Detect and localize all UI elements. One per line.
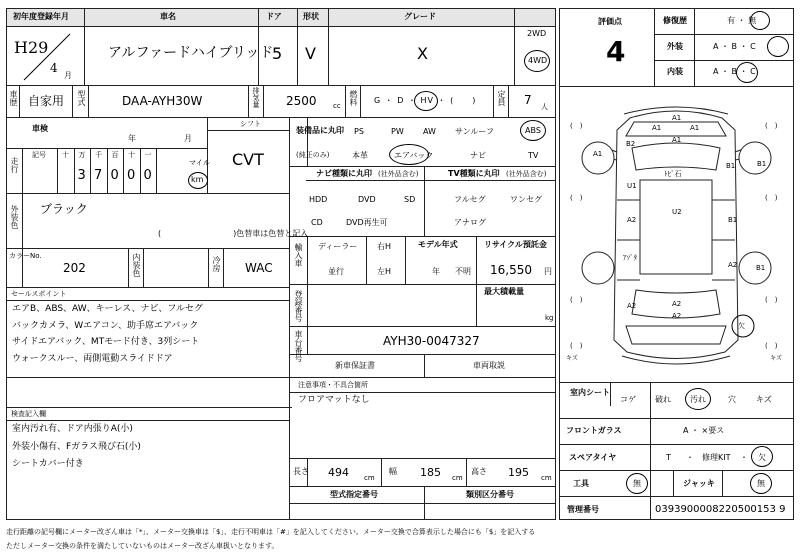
interior-label: 内装 — [667, 67, 683, 76]
repair-none-circle — [750, 11, 770, 30]
diagram-mark: ﾄﾋﾞ石 — [664, 170, 682, 178]
wheel-rear-right — [739, 252, 771, 284]
repair-options: 有 ・ 無 — [727, 16, 757, 25]
equip-ps: PS — [354, 127, 364, 136]
car-roof — [640, 180, 712, 274]
spare-option: 欠 — [758, 453, 766, 462]
exterior-options: A ・ B ・ C — [713, 42, 756, 51]
capacity-unit: 人 — [541, 103, 548, 111]
mileage-unit-label: 一 — [144, 151, 152, 159]
drive-2wd: 2WD — [527, 29, 547, 38]
reg-month: 4 — [50, 61, 58, 75]
color-note: ( )色替車は色替と記入 — [158, 229, 309, 238]
model-label: 車名 — [160, 12, 176, 21]
diagram-mark: A1 — [593, 150, 603, 158]
footer-line2: ただしメーター交換の条件を満たしていないものはメーター改ざん車扱いとなります。 — [6, 542, 279, 550]
category-designation: 類別区分番号 — [466, 490, 514, 499]
svg-text:( ): ( ) — [570, 342, 583, 350]
usage-value: 自家用 — [28, 94, 65, 108]
height-unit: cm — [541, 474, 552, 482]
doors-value: 5 — [272, 44, 283, 63]
svg-text:( ): ( ) — [765, 122, 778, 130]
capacity-value: 7 — [524, 93, 532, 107]
seat-option: キズ — [756, 395, 772, 404]
recycle-value: 16,550 — [490, 263, 532, 277]
chassis-label: 車台番号 — [294, 330, 303, 362]
grade-value: X — [417, 44, 428, 63]
displacement-value: 2500 — [286, 94, 317, 108]
recycle-label: リサイクル預託金 — [484, 240, 547, 249]
wheel-front-right — [739, 142, 771, 174]
tv-fullseg: フルセグ — [454, 195, 486, 204]
color-label: 外装色 — [10, 205, 19, 229]
mileage-unit-label: 十 — [62, 151, 69, 159]
tv-label: TV種類に丸印 — [448, 169, 500, 178]
mileage-unit-mile: マイル — [189, 159, 210, 167]
diagram-mark: A2 — [672, 312, 682, 320]
displacement-label: 排気量 — [252, 87, 260, 108]
diagram-mark: A1 — [672, 114, 682, 122]
seat-label: 室内シート — [570, 388, 610, 397]
navi-label: ナビ種類に丸印 — [316, 169, 372, 178]
import-right-h: 右H — [377, 242, 392, 251]
color-value: ブラック — [40, 202, 88, 216]
shift-value: CVT — [232, 150, 264, 169]
height-label: 高さ — [471, 467, 487, 476]
navi-dvd-play: DVD再生可 — [346, 218, 388, 227]
warranty: 新車保証書 — [335, 361, 375, 370]
interior-b-circle — [736, 62, 758, 83]
ac-value: WAC — [245, 261, 273, 275]
interior-color-label: 内装色 — [132, 253, 141, 277]
navi-sd: SD — [404, 195, 416, 204]
car-hood — [626, 122, 726, 136]
max-load-unit: kg — [545, 314, 554, 322]
diagram-mark: A2 — [627, 216, 637, 224]
first-reg-label: 初年度登録年月 — [13, 12, 69, 21]
mileage-digit: 0 — [143, 168, 152, 183]
navi-cd: CD — [311, 218, 323, 227]
windshield-label: フロントガラス — [566, 426, 622, 435]
type-value: DAA-AYH30W — [122, 94, 203, 108]
spare-option: 修理KIT — [702, 453, 731, 462]
spare-option: ・ — [686, 453, 694, 462]
mileage-label: 走行 — [10, 157, 19, 173]
width-value: 185 — [420, 466, 441, 479]
model-designation: 型式指定番号 — [330, 490, 378, 499]
wheel-rear-left — [582, 252, 614, 284]
shape-label: 形状 — [303, 12, 319, 21]
color-no-label: カラーNo. — [9, 252, 42, 260]
mileage-note: 記号 — [32, 151, 46, 159]
mileage-unit-label: 十 — [128, 151, 135, 159]
mileage-cell-divider — [107, 148, 108, 193]
tools-label: 工具 — [573, 479, 589, 488]
exterior-c-circle — [767, 36, 789, 57]
mileage-digit: 0 — [110, 168, 119, 183]
diagram-mark: A1 — [652, 124, 662, 132]
mileage-cell-divider — [123, 148, 124, 193]
color-no-value: 202 — [63, 261, 86, 275]
equip-abs: ABS — [525, 126, 541, 135]
svg-text:( ): ( ) — [570, 194, 583, 202]
score-label: 評価点 — [598, 17, 622, 26]
capacity-label: 定員 — [497, 90, 506, 106]
equipment-label2: (純正のみ) — [296, 151, 330, 159]
length-unit: cm — [364, 474, 375, 482]
displacement-unit: cc — [333, 102, 341, 110]
car-rear-panel — [626, 326, 726, 344]
navi-dvd: DVD — [358, 195, 376, 204]
interior-options: A ・ B ・ C — [713, 67, 756, 76]
tv-oneseg: ワンセグ — [510, 195, 542, 204]
windshield-options: A ・ ×要ス — [683, 426, 725, 435]
fuel-hv-circle — [414, 91, 438, 111]
diagram-mark: A2 — [728, 261, 738, 269]
reg-month-unit: 月 — [64, 71, 72, 80]
notes-label: 注意事項・不具合箇所 — [298, 381, 368, 389]
tv-analog: アナログ — [454, 218, 486, 227]
spare-option: T — [666, 453, 671, 462]
type-label: 型式 — [77, 90, 86, 106]
equip-tv: TV — [528, 151, 539, 160]
inspector-line: 室内汚れ有、ドア内張りA(小) — [12, 424, 133, 434]
height-value: 195 — [508, 466, 529, 479]
equip-navi: ナビ — [470, 151, 486, 160]
diagram-mark: 欠 — [738, 322, 745, 330]
inspection-label: 車検 — [32, 124, 48, 133]
ac-label: 冷房 — [212, 256, 221, 272]
fuel-options: G ・ D ・ HV ・ ( ) — [374, 96, 477, 105]
sales-point-line: サイドエアバック、MTモード付き、3列シート — [12, 337, 200, 347]
grade-label: グレード — [404, 12, 436, 21]
fuel-label: 燃料 — [349, 90, 358, 106]
seat-option: 破れ — [655, 395, 671, 404]
equip-sunroof: サンルーフ — [455, 127, 494, 136]
model-year-year: 年 — [432, 267, 440, 276]
notes-value: フロアマットなし — [298, 395, 370, 405]
mileage-digit: 3 — [77, 168, 86, 183]
inspector-label: 検査記入欄 — [11, 410, 46, 418]
diagram-mark: ｱｿﾞﾀ — [623, 254, 637, 262]
spare-option: ・ — [740, 453, 748, 462]
length-value: 494 — [328, 466, 349, 479]
spare-label: スペアタイヤ — [569, 453, 617, 462]
import-label: 輸入車 — [294, 243, 303, 267]
equip-aw: AW — [423, 127, 436, 136]
model-value: アルファードハイブリッド — [108, 45, 274, 61]
seat-option: 穴 — [728, 395, 736, 404]
jack-label: ジャッキ — [683, 479, 715, 488]
equip-pw: PW — [391, 127, 404, 136]
diagram-mark: A2 — [627, 302, 637, 310]
svg-text:( ): ( ) — [765, 296, 778, 304]
diagram-mark: キズ — [566, 355, 578, 362]
diagram-mark: A2 — [672, 300, 682, 308]
inspection-month: 月 — [184, 134, 192, 143]
mileage-digit: 0 — [127, 168, 136, 183]
sales-point-line: バックカメラ、Wエアコン、助手席エアバック — [12, 321, 199, 331]
seat-option: 汚れ — [690, 395, 706, 404]
tv-label-note: (社外品含む) — [506, 170, 547, 178]
navi-hdd: HDD — [309, 195, 328, 204]
shape-value: V — [305, 44, 316, 63]
equip-airbag: エアバック — [394, 151, 434, 160]
width-label: 幅 — [389, 467, 397, 476]
import-left-h: 左H — [377, 267, 392, 276]
drive-4wd: 4WD — [528, 56, 548, 65]
sales-points-label: セールスポイント — [11, 290, 67, 298]
manual: 車両取説 — [473, 361, 505, 370]
svg-text:( ): ( ) — [765, 194, 778, 202]
model-year-value: 不明 — [455, 267, 471, 276]
recycle-unit: 円 — [544, 267, 552, 276]
mileage-unit-label: 百 — [111, 151, 119, 159]
diagram-mark: B1 — [756, 264, 766, 272]
mileage-cell-divider — [156, 148, 157, 193]
inspection-year: 年 — [128, 134, 136, 143]
diagram-mark: B1 — [728, 216, 738, 224]
inspector-line: シートカバー付き — [12, 459, 84, 469]
diagram-mark: キズ — [770, 355, 782, 362]
mileage-digit: 7 — [94, 168, 103, 183]
mileage-unit-label: 千 — [95, 151, 102, 159]
diagram-mark: B1 — [726, 162, 736, 170]
management-label: 管理番号 — [567, 505, 599, 514]
mileage-cell-divider — [140, 148, 141, 193]
diagram-mark: B2 — [626, 140, 636, 148]
diagram-mark: A1 — [672, 136, 682, 144]
equipment-label: 装備品に丸印 — [296, 126, 344, 135]
width-unit: cm — [452, 474, 463, 482]
svg-text:( ): ( ) — [570, 122, 583, 130]
reg-era: H29 — [14, 38, 49, 57]
mileage-cell-divider — [90, 148, 91, 193]
score-value: 4 — [606, 35, 626, 68]
diagram-mark: A1 — [690, 124, 700, 132]
tools-value: 無 — [633, 479, 641, 488]
car-windshield — [632, 143, 720, 170]
sales-point-line: ウォークスルー、両側電動スライドドア — [12, 354, 173, 364]
reg-number-label: 登録番号 — [294, 290, 303, 322]
diagram-mark: B1 — [757, 160, 767, 168]
seat-option: コゲ — [620, 395, 636, 404]
management-value: 0393900008220500153 9 — [655, 504, 786, 515]
inspector-line: 外装小傷有、Fガラス飛び石(小) — [12, 442, 141, 452]
footer-line1: 走行距離の記号欄にメーター改ざん車は「*」、メーター交換車は「$」、走行不明車は「#」を記入してください。メーター交換で合算表示した場合にも「$」を記入する — [6, 528, 536, 536]
repair-label: 修復歴 — [663, 16, 687, 25]
exterior-label: 外装 — [667, 42, 683, 51]
shift-label: シフト — [240, 120, 261, 128]
diagram-mark: U1 — [627, 182, 637, 190]
import-parallel: 並行 — [328, 267, 344, 276]
chassis-value: AYH30-0047327 — [383, 334, 480, 348]
equip-leather: 本革 — [352, 151, 368, 160]
usage-label: 車歴 — [9, 90, 18, 106]
jack-value: 無 — [757, 479, 765, 488]
max-load-label: 最大積載量 — [484, 287, 524, 296]
svg-text:( ): ( ) — [765, 342, 778, 350]
car-damage-diagram — [560, 90, 793, 380]
sales-point-line: エアB、ABS、AW、キーレス、ナビ、フルセグ — [12, 304, 203, 314]
model-year-label: モデル年式 — [418, 240, 458, 249]
diagram-mark: U2 — [672, 208, 682, 216]
doors-label: ドア — [266, 12, 282, 21]
length-label: 長さ — [293, 467, 309, 476]
svg-text:( ): ( ) — [570, 296, 583, 304]
wheel-front-left — [582, 142, 614, 174]
mileage-unit-label: 万 — [78, 151, 86, 159]
mileage-unit-km: km — [191, 175, 204, 184]
navi-label-note: (社外品含む) — [378, 170, 419, 178]
mileage-cell-divider — [74, 148, 75, 193]
rear-bumper — [622, 356, 730, 364]
import-dealer: ディーラー — [318, 242, 358, 251]
